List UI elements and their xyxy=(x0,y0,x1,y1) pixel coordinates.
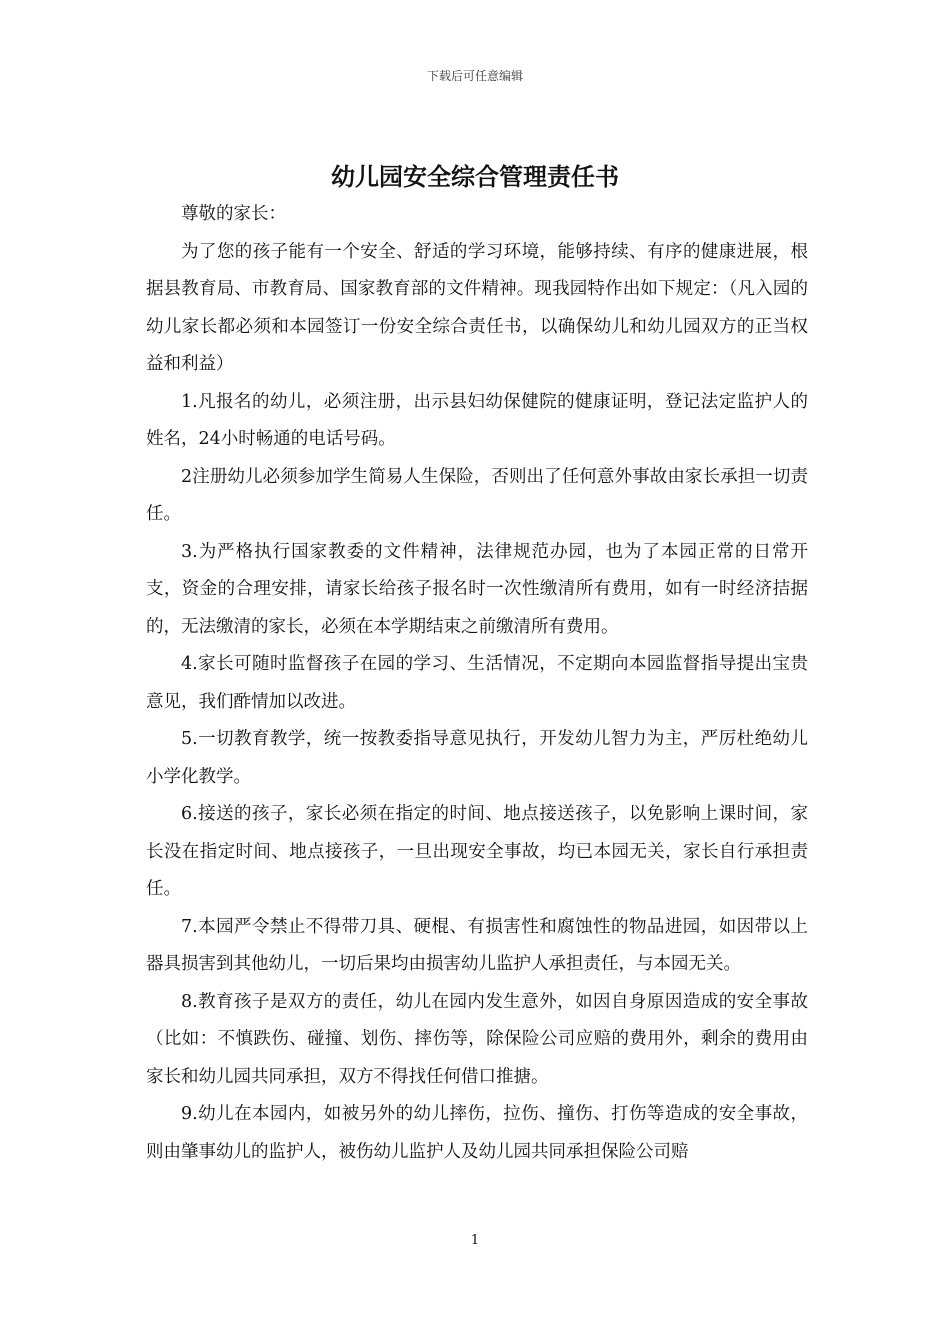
rule-3: 3.为严格执行国家教委的文件精神，法律规范办园，也为了本园正常的日常开支，资金的合理安排，请家长给孩子报名时一次性缴清所有费用，如有一时经济拮据的，无法缴清的家长，必须在本学期结束之前缴清所有费用。 xyxy=(146,541,808,637)
document-title: 幼儿园安全综合管理责任书 xyxy=(331,162,619,191)
page-number: 1 xyxy=(470,1233,480,1248)
rule-2: 2注册幼儿必须参加学生简易人生保险，否则出了任何意外事故由家长承担一切责任。 xyxy=(146,466,808,524)
salutation: 尊敬的家长： xyxy=(181,204,286,224)
rule-8: 8.教育孩子是双方的责任，幼儿在园内发生意外，如因自身原因造成的安全事故（比如：不慎跌伤、碰撞、划伤、摔伤等，除保险公司应赔的费用外，剩余的费用由家长和幼儿园共同承担，双方不得找任何借口推搪。 xyxy=(146,991,808,1087)
rule-5: 5.一切教育教学，统一按教委指导意见执行，开发幼儿智力为主，严厉杜绝幼儿小学化教学。 xyxy=(146,729,808,787)
rule-4: 4.家长可随时监督孩子在园的学习、生活情况，不定期向本园监督指导提出宝贵意见，我们酢情加以改进。 xyxy=(146,654,808,712)
rule-1: 1.凡报名的幼儿，必须注册，出示县妇幼保健院的健康证明，登记法定监护人的姓名，24小时畅通的电话号码。 xyxy=(146,391,808,449)
rule-6: 6.接送的孩子，家长必须在指定的时间、地点接送孩子，以免影响上课时间，家长没在指定时间、地点接孩子，一旦出现安全事故，均已本园无关，家长自行承担责任。 xyxy=(146,804,808,899)
rule-9: 9.幼儿在本园内，如被另外的幼儿摔伤，拉伤、撞伤、打伤等造成的安全事故，则由肇事幼儿的监护人，被伤幼儿监护人及幼儿园共同承担保险公司赔 xyxy=(146,1104,808,1162)
intro-paragraph: 为了您的孩子能有一个安全、舒适的学习环境，能够持续、有序的健康进展，根据县教育局、市教育局、国家教育部的文件精神。现我园特作出如下规定：（凡入园的幼儿家长都必须和本园签订一份安全综合责任书，以确保幼儿和幼儿园双方的正当权益和利益） xyxy=(146,241,808,374)
header-note: 下载后可任意编辑 xyxy=(426,69,523,83)
document-body xyxy=(146,196,808,1171)
rule-7: 7.本园严令禁止不得带刀具、硬棍、有损害性和腐蚀性的物品进园，如因带以上器具损害到其他幼儿，一切后果均由损害幼儿监护人承担责任，与本园无关。 xyxy=(146,916,808,974)
